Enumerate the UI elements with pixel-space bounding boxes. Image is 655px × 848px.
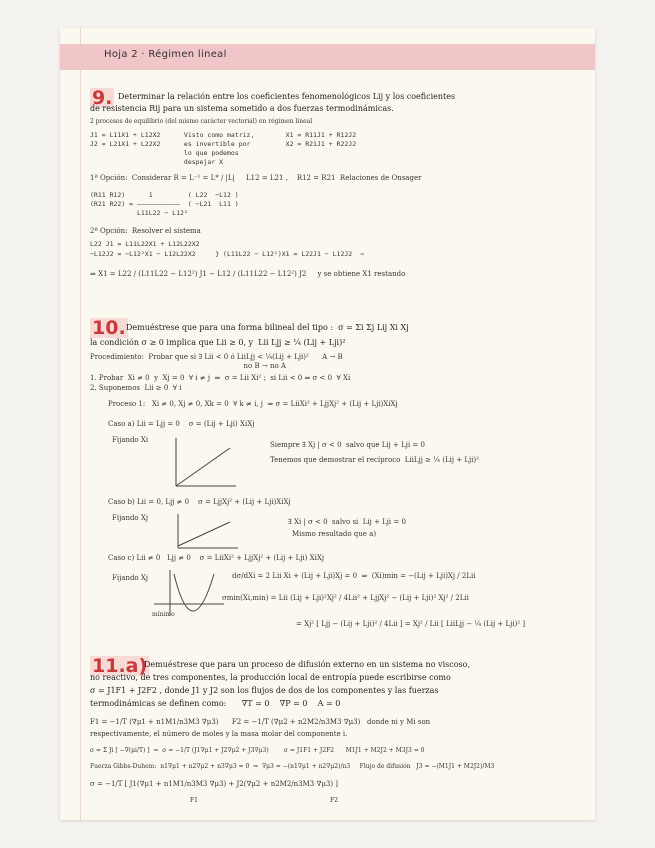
problem-9-system-1: J1 = L11X1 + L12X2 Visto como matriz, X1 = R11J1 + R12J2 — [90, 131, 357, 139]
problem-10-case-b-fix: Fijando Xj — [112, 514, 149, 522]
problem-10-sigma-min: σmin(Xi,min) = Lii (Lij + Lji)²Xj² / 4Lii² + LjjXj² − (Lij + Lji)² Xj² / 2Lii — [222, 594, 469, 602]
problem-10-case-a-fix: Fijando Xi — [112, 436, 149, 444]
problem-11-moles: respectivamente, el número de moles y la masa molar del componente i. — [90, 730, 348, 738]
problem-10-process-1: Proceso 1: Xi ≠ 0, Xj ≠ 0, Xk = 0 ∀ k ≠ i, j ⇒ σ = LiiXi² + LjjXj² + (Lij + Lji)XiXj — [108, 400, 398, 408]
problem-11-forces: F1 = −1/T (∇μ1 + n1M1/n3M3 ∇μ3) F2 = −1/T (∇μ2 + n2M2/n3M3 ∇μ3) donde ni y Mi son — [90, 718, 431, 726]
problem-9-option-1: 1ª Opción: Considerar R = L⁻¹ = L* / |L| L12 = L21 , R12 = R21 Relaciones de Onsager — [90, 174, 422, 182]
problem-11-brace-f1: F1 — [190, 797, 198, 804]
problem-9-matrix-1: (R11 R12) 1 ( L22 −L12 ) — [90, 191, 239, 199]
problem-9-matrix-3: L11L22 − L12² — [90, 209, 188, 217]
problem-10-min-label: mínimo — [152, 611, 175, 618]
problem-10-case-a-note: Siempre ∃ Xj | σ < 0 salvo que Lij + Lji = 0 — [270, 441, 425, 449]
problem-9-option-2: 2ª Opción: Resolver el sistema — [90, 227, 201, 235]
problem-11-final: σ = −1/T [ J1(∇μ1 + n1M1/n3M3 ∇μ3) + J2(∇μ2 + n2M2/n3M3 ∇μ3) ] — [90, 780, 339, 788]
case-a-linear-plot — [170, 436, 240, 490]
problem-10-step-2: 2. Suponemos Lii ≥ 0 ∀ i — [90, 384, 182, 392]
problem-9-result: ⇒ X1 = L22 / (L11L22 − L12²) J1 − L12 / (L11L22 − L12²) J2 y se obtiene X1 restando — [90, 270, 406, 278]
problem-11-statement-line3: σ = J1F1 + J2F2 , donde J1 y J2 son los flujos de dos de los componentes y las fuerzas — [90, 686, 439, 695]
problem-9-system-2: J2 = L21X1 + L22X2 es invertible por X2 = R21J1 + R22J2 — [90, 140, 357, 148]
problem-9-statement-line2: de resistencia Rij para un sistema sometido a dos fuerzas termodinámicas. — [90, 104, 394, 113]
page-header: Hoja 2 · Régimen lineal — [104, 49, 227, 60]
problem-11-sigma: σ = Σ Ji [ −∇(μi/T) ] ⇒ σ = −1/T (J1∇μ1 + J2∇μ2 + J3∇μ3) σ = J1F1 + J2F2 M1J1 + M2J2 + M3J3 = 0 — [90, 747, 425, 754]
problem-10-case-a-reciprocal: Tenemos que demostrar el recíproco LiiLjj ≥ ¼ (Lij + Lji)² — [270, 456, 479, 464]
problem-10-case-c-fix: Fijando Xj — [112, 574, 149, 582]
problem-11-statement-line4: termodinámicas se definen como: ∇T = 0 ∇P = 0 A = 0 — [90, 699, 341, 708]
case-b-linear-plot — [172, 512, 242, 552]
problem-11-statement-line1: Demuéstrese que para un proceso de difusión externo en un sistema no viscoso, — [144, 660, 470, 669]
margin-line — [80, 28, 81, 820]
problem-11-brace-f2: F2 — [330, 797, 338, 804]
problem-10-sigma-min-final: = Xj² [ Ljj − (Lij + Lji)² / 4Lii ] = Xj² / Lii [ LiiLjj − ¼ (Lij + Lji)² ] — [296, 620, 526, 628]
problem-9-solve-1: L22 J1 = L11L22X1 + L12L22X2 — [90, 240, 200, 248]
problem-10-statement-line1: Demuéstrese que para una forma bilineal del tipo : σ = Σi Σj Lij Xi Xj — [126, 323, 409, 332]
problem-10-step-1: 1. Probar Xi ≠ 0 y Xj = 0 ∀ i ≠ j ⇒ σ = Lii Xi² ; si Lii < 0 ⇒ σ < 0 ∀ Xi — [90, 374, 351, 382]
problem-11-number: 11.a) — [92, 655, 148, 677]
problem-10-case-c: Caso c) Lii ≠ 0 Ljj ≠ 0 σ = LiiXi² + LjjXj² + (Lij + Lji) XiXj — [108, 554, 324, 562]
problem-9-solve-2: −L12J2 = −L12²X1 − L12L22X2 } (L11L22 − L12²)X1 = L22J1 − L12J2 ⇒ — [90, 250, 364, 258]
problem-10-case-a: Caso a) Lii = Ljj = 0 σ = (Lij + Lji) XiXj — [108, 420, 255, 428]
problem-9-system-4: despejar X — [90, 158, 224, 166]
notes-sheet — [60, 28, 595, 820]
problem-10-case-b-same: Mismo resultado que a) — [292, 530, 377, 538]
problem-9-number: 9. — [92, 87, 113, 109]
problem-9-matrix-2: (R21 R22) = ——————————— ( −L21 L11 ) — [90, 200, 239, 208]
problem-9-system-3: lo que podemos — [90, 149, 239, 157]
problem-10-case-b-note: ∃ Xi | σ < 0 salvo si Lij + Lji = 0 — [288, 518, 406, 526]
problem-9-note: 2 procesos de equilibrio (del mismo carácter vectorial) en régimen lineal — [90, 118, 313, 125]
problem-11-statement-line2: no reactivo, de tres componentes, la producción local de entropía puede escribirse como — [90, 673, 451, 682]
problem-10-procedure-b: no B → no A — [90, 362, 286, 370]
problem-10-number: 10. — [92, 317, 126, 339]
problem-10-derivative: dσ/dXi = 2 Lii Xi + (Lij + Lji)Xj = 0 ⇒ (Xi)min = −(Lij + Lji)Xj / 2Lii — [232, 572, 476, 580]
problem-9-statement-line1: Determinar la relación entre los coeficientes fenomenológicos Lij y los coeficientes — [118, 92, 456, 101]
problem-10-statement-line2: la condición σ ≥ 0 implica que Lii ≥ 0, y Lii Ljj ≥ ¼ (Lij + Lji)² — [90, 338, 346, 347]
problem-10-case-b: Caso b) Lii = 0, Ljj ≠ 0 σ = LjjXj² + (Lij + Lji)XiXj — [108, 498, 291, 506]
problem-11-gibbs-duhem: Fuerza Gibbs-Duhem: n1∇μ1 + n2∇μ2 + n3∇μ3 = 0 ⇒ ∇μ3 = −(n1∇μ1 + n2∇μ2)/n3 Flujo de difusión J3 = −(M1J1 + M2J2)/M3 — [90, 763, 495, 770]
problem-10-procedure: Procedimiento: Probar que si ∃ Lii < 0 ó LiiLjj < ¼(Lij + Lji)² A → B — [90, 353, 343, 361]
